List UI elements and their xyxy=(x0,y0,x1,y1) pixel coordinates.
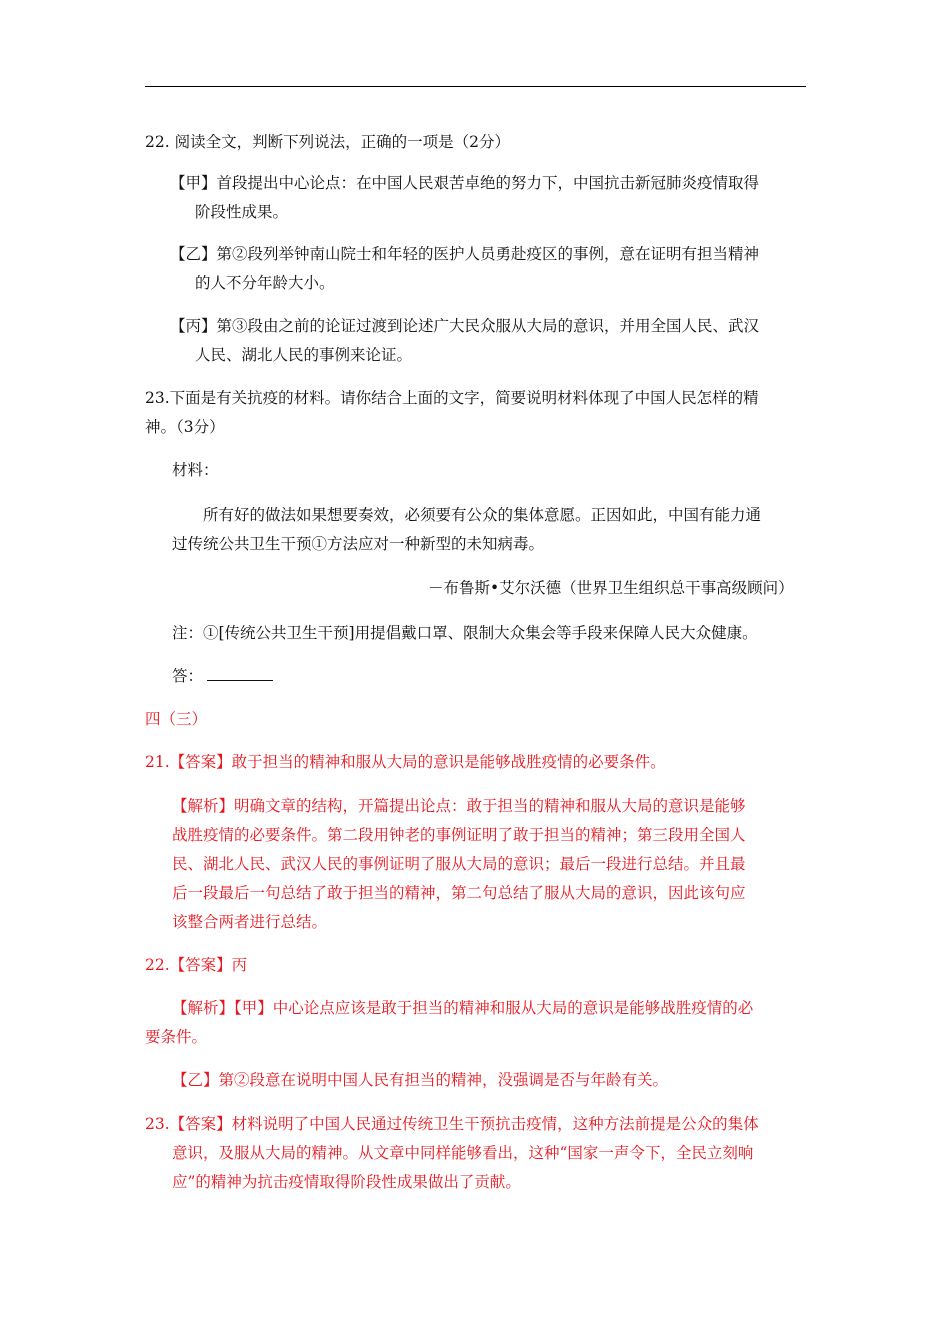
q23-material-label: 材料： xyxy=(172,461,219,479)
q23-material-source: －布鲁斯•艾尔沃德（世界卫生组织总干事高级顾问） xyxy=(428,579,794,597)
q23-material-line2: 过传统公共卫生干预①方法应对一种新型的未知病毒。 xyxy=(172,535,545,553)
q23-stem-line2: 神。（3分） xyxy=(145,418,225,436)
q23-stem-line1: 23.下面是有关抗疫的材料。请你结合上面的文字，简要说明材料体现了中国人民怎样的精 xyxy=(145,389,759,407)
a22-analysis-line2: 要条件。 xyxy=(145,1028,208,1046)
q23-material-line1: 所有好的做法如果想要奏效，必须要有公众的集体意愿。正因如此，中国有能力通 xyxy=(203,506,762,524)
answer-blank[interactable] xyxy=(207,666,273,681)
a21-analysis-line5: 该整合两者进行总结。 xyxy=(172,913,328,931)
q23-answer-label: 答： xyxy=(172,667,204,685)
a21-analysis-line4: 后一段最后一句总结了敢于担当的精神，第二句总结了服从大局的意识，因此该句应 xyxy=(172,884,746,902)
header-rule xyxy=(145,86,806,87)
a22-analysis-line1: 【解析】【甲】中心论点应该是敢于担当的精神和服从大局的意识是能够战胜疫情的必 xyxy=(172,999,754,1017)
a21-analysis-line3: 民、湖北人民、武汉人民的事例证明了服从大局的意识；最后一段进行总结。并且最 xyxy=(172,855,746,873)
q22-option-yi-line1: 【乙】第②段列举钟南山院士和年轻的医护人员勇赴疫区的事例，意在证明有担当精神 xyxy=(170,245,760,263)
a22-answer: 22.【答案】丙 xyxy=(145,956,248,974)
q22-option-jia-line1: 【甲】首段提出中心论点：在中国人民艰苦卓绝的努力下，中国抗击新冠肺炎疫情取得 xyxy=(170,174,760,192)
a21-analysis-line2: 战胜疫情的必要条件。第二段用钟老的事例证明了敢于担当的精神；第三段用全国人 xyxy=(172,826,746,844)
a23-answer-line3: 应”的精神为抗击疫情取得阶段性成果做出了贡献。 xyxy=(172,1173,521,1191)
q22-stem: 22. 阅读全文，判断下列说法，正确的一项是（2分） xyxy=(145,133,510,151)
a21-answer: 21.【答案】敢于担当的精神和服从大局的意识是能够战胜疫情的必要条件。 xyxy=(145,753,666,771)
q23-note: 注：①[传统公共卫生干预]用提倡戴口罩、限制大众集会等手段来保障人民大众健康。 xyxy=(172,624,758,642)
q22-option-bing-line1: 【丙】第③段由之前的论证过渡到论述广大民众服从大局的意识，并用全国人民、武汉 xyxy=(170,317,760,335)
a23-answer-line1: 23.【答案】材料说明了中国人民通过传统卫生干预抗击疫情，这种方法前提是公众的集体 xyxy=(145,1115,759,1133)
a23-answer-line2: 意识，及服从大局的精神。从文章中同样能够看出，这种“国家一声令下，全民立刻响 xyxy=(172,1144,754,1162)
a22-analysis-line3: 【乙】第②段意在说明中国人民有担当的精神，没强调是否与年龄有关。 xyxy=(172,1071,669,1089)
q22-option-bing-line2: 人民、湖北人民的事例来论证。 xyxy=(195,346,413,364)
a21-analysis-line1: 【解析】明确文章的结构，开篇提出论点：敢于担当的精神和服从大局的意识是能够 xyxy=(172,797,746,815)
q22-option-jia-line2: 阶段性成果。 xyxy=(195,203,289,221)
q23-answer-line xyxy=(172,666,273,686)
answers-section-title: 四（三） xyxy=(145,710,208,728)
q22-option-yi-line2: 的人不分年龄大小。 xyxy=(195,274,335,292)
